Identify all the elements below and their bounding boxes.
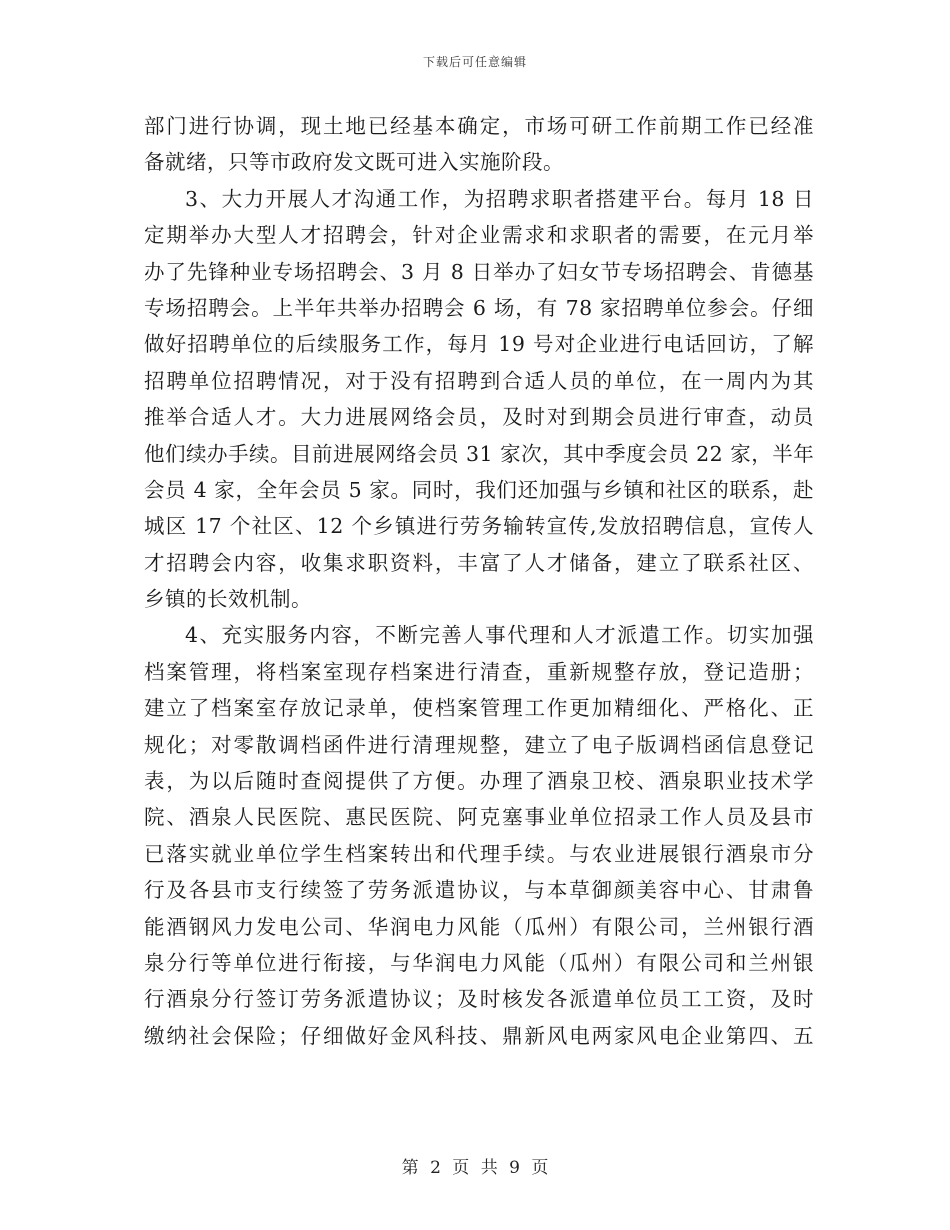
paragraph	[144, 181, 814, 618]
text-line: 专场招聘会。上半年共举办招聘会 6 场，有 78 家招聘单位参会。仔细	[144, 295, 814, 320]
text-line: 泉分行等单位进行衔接，与华润电力风能（瓜州）有限公司和兰州银	[144, 950, 814, 975]
page-header: 下载后可任意编辑	[422, 55, 527, 69]
text-line: 定期举办大型人才招聘会，针对企业需求和求职者的需要，在元月举	[144, 223, 814, 248]
text-line: 3、大力开展人才沟通工作，为招聘求职者搭建平台。每月 18 日	[185, 186, 814, 211]
text-line: 缴纳社会保险；仔细做好金风科技、鼎新风电两家风电企业第四、五	[144, 1023, 814, 1048]
paragraph	[144, 108, 814, 181]
text-line: 办了先锋种业专场招聘会、3 月 8 日举办了妇女节专场招聘会、肯德基	[144, 259, 814, 284]
text-line: 行及各县市支行续签了劳务派遣协议，与本草御颜美容中心、甘肃鲁	[144, 878, 814, 903]
text-line: 档案管理，将档案室现存档案进行清查，重新规整存放，登记造册；	[144, 659, 814, 684]
text-line: 能酒钢风力发电公司、华润电力风能（瓜州）有限公司，兰州银行酒	[144, 914, 814, 939]
document-body	[144, 108, 814, 1054]
text-line: 才招聘会内容，收集求职资料，丰富了人才储备，建立了联系社区、	[144, 550, 814, 575]
text-line: 规化；对零散调档函件进行清理规整，建立了电子版调档函信息登记	[144, 732, 814, 757]
text-line: 部门进行协调，现土地已经基本确定，市场可研工作前期工作已经准	[144, 114, 814, 138]
paragraph	[144, 617, 814, 1054]
text-line: 会员 4 家，全年会员 5 家。同时，我们还加强与乡镇和社区的联系，赴	[144, 477, 814, 502]
text-line: 备就绪，只等市政府发文既可进入实施阶段。	[144, 150, 564, 175]
text-line: 推举合适人才。大力进展网络会员，及时对到期会员进行审查，动员	[144, 405, 814, 430]
text-line: 建立了档案室存放记录单，使档案管理工作更加精细化、严格化、正	[144, 696, 814, 721]
text-line: 行酒泉分行签订劳务派遣协议；及时核发各派遣单位员工工资，及时	[144, 987, 814, 1012]
text-line: 做好招聘单位的后续服务工作，每月 19 号对企业进行电话回访，了解	[144, 332, 814, 357]
text-line: 院、酒泉人民医院、惠民医院、阿克塞事业单位招录工作人员及县市	[144, 805, 814, 830]
text-line: 招聘单位招聘情况，对于没有招聘到合适人员的单位，在一周内为其	[144, 368, 814, 393]
text-line: 4、充实服务内容，不断完善人事代理和人才派遣工作。切实加强	[185, 623, 814, 648]
text-line: 表，为以后随时查阅提供了方便。办理了酒泉卫校、酒泉职业技术学	[144, 769, 814, 794]
text-line: 乡镇的长效机制。	[144, 587, 312, 612]
text-line: 城区 17 个社区、12 个乡镇进行劳务输转宣传,发放招聘信息，宣传人	[144, 514, 814, 539]
page-number: 第 2 页 共 9 页	[401, 1158, 549, 1178]
text-line: 他们续办手续。目前进展网络会员 31 家次，其中季度会员 22 家，半年	[144, 441, 815, 466]
text-line: 已落实就业单位学生档案转出和代理手续。与农业进展银行酒泉市分	[144, 841, 814, 866]
